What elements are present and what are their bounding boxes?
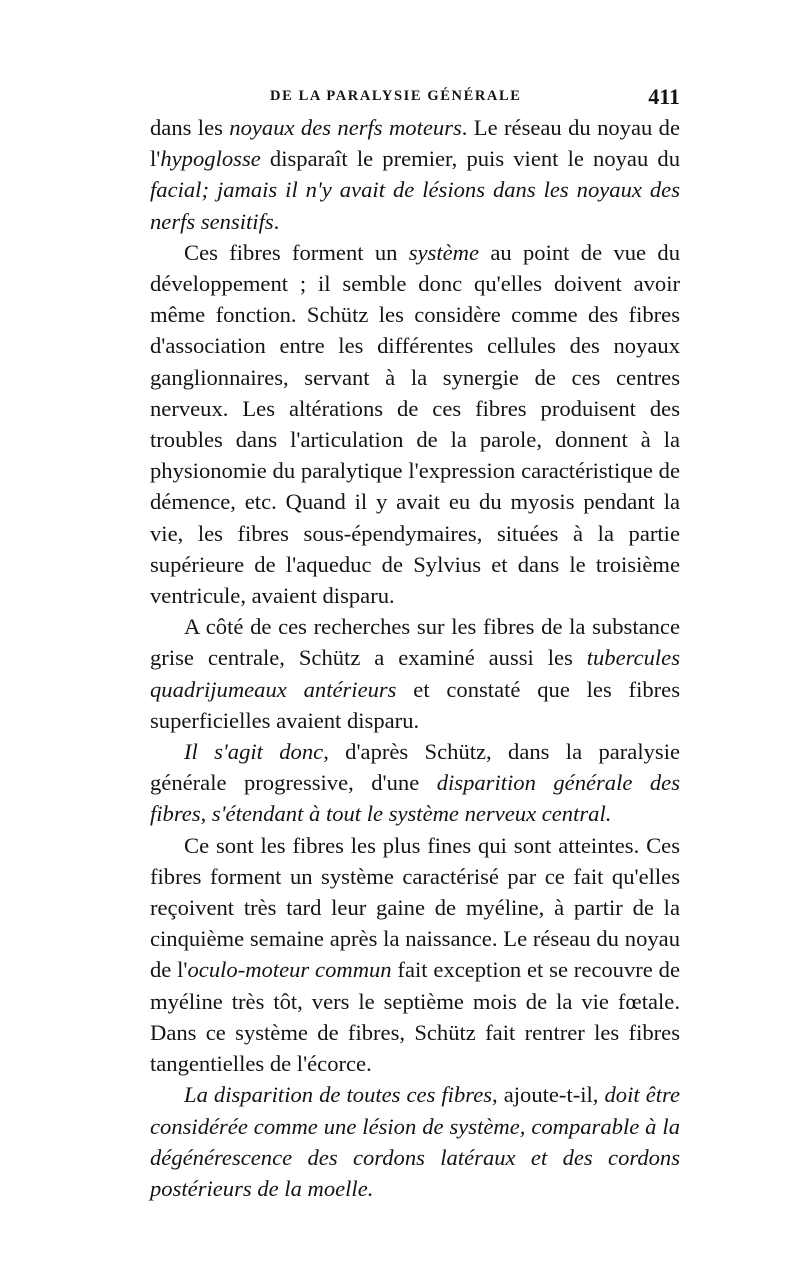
paragraph-1 <box>150 112 680 237</box>
text-segment: Ces fibres forment un <box>184 239 409 265</box>
italic-segment: La disparition de toutes ces fibres <box>184 1082 493 1108</box>
text-segment: , ajoute-t-il, <box>492 1082 605 1108</box>
paragraph-6 <box>150 1079 680 1204</box>
paragraph-4 <box>150 736 680 830</box>
italic-segment: noyaux des nerfs moteurs <box>229 115 462 140</box>
paragraph-2 <box>150 237 680 611</box>
italic-segment: hypoglosse <box>160 146 261 172</box>
body-text <box>150 112 680 1204</box>
text-segment: A côté de ces recherches sur les fibres de la substance grise centrale, Schütz a examiné aussi les <box>150 614 680 671</box>
page-number: 411 <box>648 84 680 109</box>
italic-segment: oculo-moteur commun <box>187 957 392 983</box>
text-segment: et constaté que les fibres superficielles avaient disparu. <box>150 676 680 733</box>
paragraph-5 <box>150 830 680 1080</box>
text-segment: , d'après Schütz, dans la paralysie générale progressive, d'une <box>150 739 680 796</box>
text-segment: fait exception et se recouvre de myéline très tôt, vers le septième mois de la vie fœtale. Dans ce système de fibres, Schütz fait rentrer les fibres tangentielles de l'écorce. <box>150 957 680 1077</box>
text-segment: Ce sont les fibres les plus fines qui sont atteintes. Ces fibres forment un système caractérisé par ce fait qu'elles reçoivent très tard leur gaine de myéline, à partir de la cinquième semaine après la naissance. Le réseau du noyau de l' <box>150 832 680 983</box>
italic-segment: Il s'agit donc <box>184 739 324 765</box>
page-header <box>150 84 680 112</box>
text-segment: . Le réseau du noyau de l' <box>150 115 680 172</box>
text-segment: au point de vue du développement ; il semble donc qu'elles doivent avoir même fonction. Schütz les considère comme des fibres d'association entre les différentes cellules des noyaux ganglionnaires, servant à la synergie de ces centres nerveux. Les altérations de ces fibres produisent des troubles dans l'articulation de la parole, donnent à la physionomie du paralytique l'expression caractéristique de démence, etc. Quand il y avait eu du myosis pendant la vie, les fibres sous-épendymaires, situées à la partie supérieure de l'aqueduc de Sylvius et dans le troisième ventricule, avaient disparu. <box>150 239 680 609</box>
italic-segment: facial; jamais il n'y avait de lésions dans les noyaux des nerfs sensitifs <box>150 177 680 234</box>
italic-segment: disparition générale des fibres, s'étendant à tout le système nerveux central. <box>150 770 681 827</box>
text-segment: . <box>273 208 280 234</box>
text-segment: dans les <box>150 115 230 140</box>
paragraph-3 <box>150 611 680 736</box>
italic-segment: système <box>408 239 480 265</box>
italic-segment: tubercules quadrijumeaux antérieurs <box>150 645 680 702</box>
running-head: DE LA PARALYSIE GÉNÉRALE <box>270 88 522 104</box>
text-segment: disparaît le premier, puis vient le noyau du <box>260 146 680 172</box>
italic-segment: doit être considérée comme une lésion de système, comparable à la dégénérescence des cordons latéraux et des cordons postérieurs de la moelle. <box>150 1082 680 1201</box>
